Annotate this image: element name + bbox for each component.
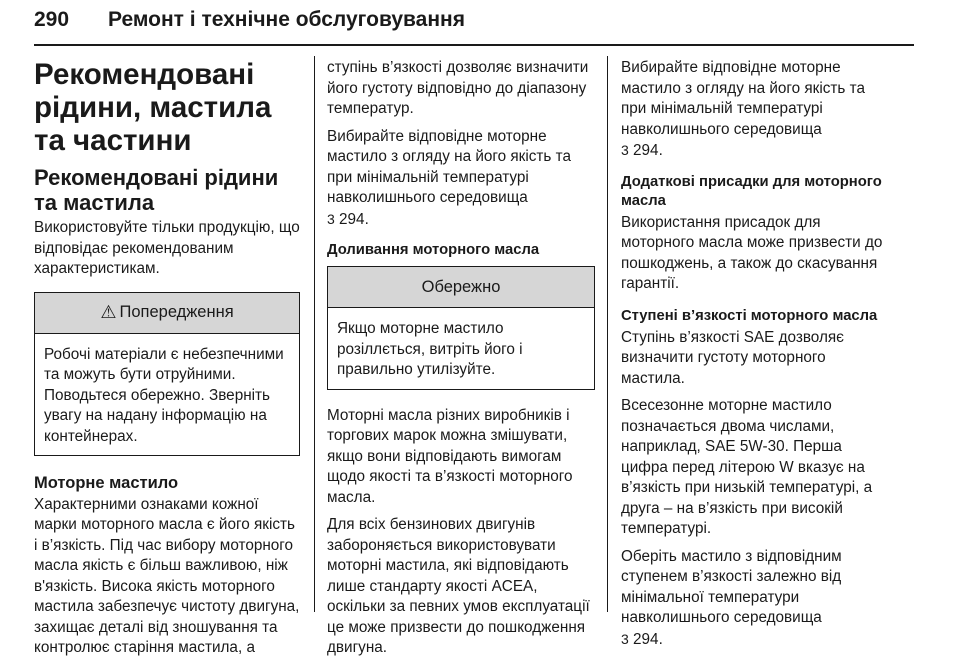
page-header — [34, 8, 465, 32]
viscosity-grades-paragraph: Ступінь в’язкості SAE дозволяє визначити густоту моторного мастила. — [621, 328, 844, 387]
choose-oil-paragraph-2: Вибирайте відповідне моторне мастило з огляду на його якість та при мінімальній температурі навколишнього середовища 3 294. — [621, 59, 865, 159]
engine-oil-heading: Моторне мастило — [34, 474, 179, 492]
warning-text: Робочі матеріали є небезпечними та можуть бути отруйними. Поводьтеся обережно. Зверніть увагу на надану інформацію на контейнерах. — [44, 345, 284, 445]
all-season-paragraph: Всесезонне моторне мастило позначається двома числами, наприклад, SAE 5W-30. Перша цифра перед літерою W вказує на в’язкість при низькій температурі, а друга – на в’язкість при високій температурі. — [621, 397, 873, 537]
main-title: Рекомендовані рідини, мастила та частини — [34, 58, 272, 157]
caution-box — [327, 266, 595, 390]
column-divider-2 — [607, 56, 608, 612]
page-reference[interactable]: 3 294. — [621, 630, 663, 648]
column-1 — [34, 58, 300, 659]
caution-box-header — [328, 267, 594, 308]
petrol-engines-paragraph: Для всіх бензинових двигунів забороняється використовувати моторні мастила, які відповідають лише стандарту якості ACEA, оскільки за певних умов експлуатації це може призвести до пошкодження двигуна. — [327, 516, 590, 656]
choose-oil-paragraph: Вибирайте відповідне моторне мастило з огляду на його якість та при мінімальній температурі навколишнього середовища 3 294. — [327, 127, 571, 228]
warning-box — [34, 292, 300, 457]
additives-heading: Додаткові присадки для моторного масла — [621, 173, 882, 209]
reference-arrow-icon: 3 — [621, 630, 629, 647]
viscosity-continuation: ступінь в’язкості дозволяє визначити його густоту відповідно до діапазону температур. — [327, 59, 589, 117]
warning-triangle-icon: ⚠ — [100, 302, 117, 322]
header-rule — [34, 44, 914, 46]
caution-title: Обережно — [421, 277, 501, 296]
intro-paragraph: Використовуйте тільки продукцію, що відповідає рекомендованим характеристикам. — [34, 219, 300, 277]
page-number: 290 — [34, 8, 70, 31]
warning-box-header — [35, 293, 299, 334]
section-title: Рекомендовані рідини та мастила — [34, 165, 279, 215]
select-viscosity-paragraph: Оберіть мастило з відповідним ступенем в’язкості залежно від мінімальної температури навколишнього середовища 3 294. — [621, 547, 842, 648]
top-up-heading: Доливання моторного масла — [327, 242, 540, 258]
engine-oil-paragraph: Характерними ознаками кожної марки моторного масла є його якість і в’язкість. Під час вибору моторного масла якість є більш важливою, ніж в'язкість. Висока якість моторного мастила забезпечує чистоту двигуна, захищає деталі від зношування та контролює старіння мастила, а — [34, 495, 300, 656]
column-2 — [327, 58, 595, 659]
reference-arrow-icon: 3 — [621, 142, 629, 158]
column-divider-1 — [314, 56, 315, 612]
viscosity-grades-heading: Ступені в’язкості моторного масла — [621, 307, 878, 324]
additives-paragraph: Використання присадок для моторного масла може призвести до пошкоджень, а також до скасування гарантії. — [621, 213, 883, 292]
page-reference[interactable]: 3 294. — [327, 210, 369, 228]
reference-arrow-icon: 3 — [327, 210, 335, 227]
mixing-oils-paragraph: Моторні масла різних виробників і торгових марок можна змішувати, якщо вони відповідають вимогам щодо якості та в’язкості моторного масла. — [327, 406, 573, 506]
warning-title: Попередження — [119, 303, 234, 321]
page-reference[interactable]: 3 294. — [621, 142, 663, 159]
chapter-title: Ремонт і технічне обслуговування — [108, 8, 465, 31]
column-3 — [621, 58, 893, 650]
caution-text: Якщо моторне мастило розіллється, витріть його і правильно утилізуйте. — [337, 320, 523, 378]
